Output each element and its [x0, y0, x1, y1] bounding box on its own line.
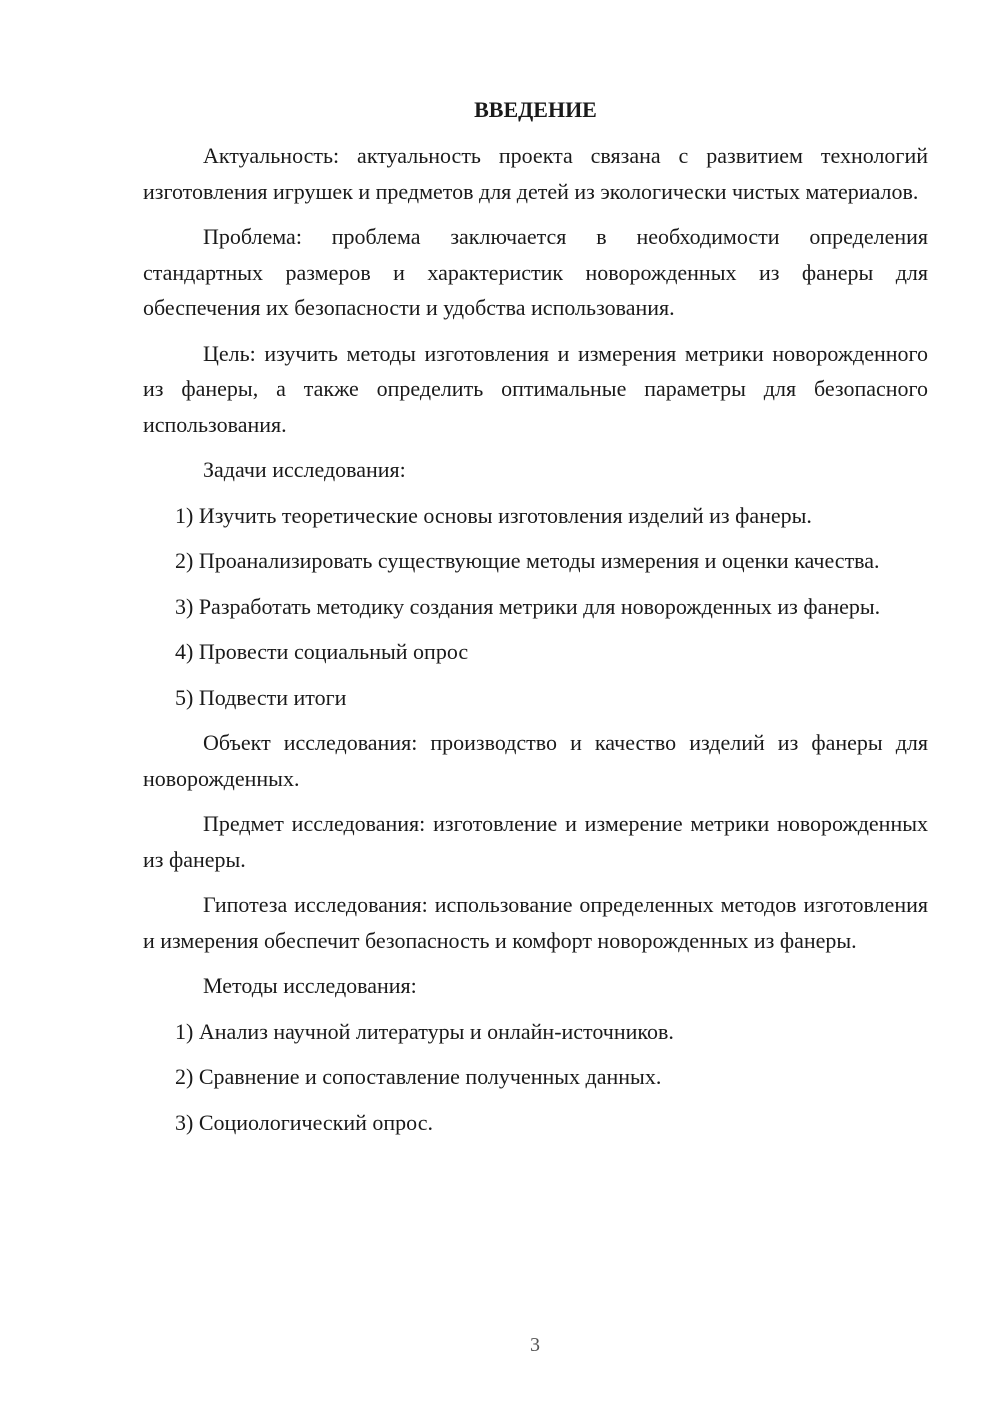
goal-paragraph: Цель: изучить методы изготовления и измерения метрики новорожденного из фанеры, а также определить оптимальные параметры для безопасного использования.: [143, 340, 928, 437]
page-number: 3: [530, 1334, 540, 1356]
task-item-3: 3) Разработать методику создания метрики для новорожденных из фанеры.: [175, 593, 881, 619]
method-item-2: 2) Сравнение и сопоставление полученных данных.: [175, 1064, 662, 1089]
object-paragraph: Объект исследования: производство и качество изделий из фанеры для новорожденных.: [143, 730, 928, 791]
methods-heading: Методы исследования:: [203, 973, 417, 998]
method-item-1: 1) Анализ научной литературы и онлайн-источников.: [175, 1018, 674, 1044]
task-item-5: 5) Подвести итоги: [175, 684, 347, 710]
problem-paragraph: Проблема: проблема заключается в необходимости определения стандартных размеров и характеристик новорожденных из фанеры для обеспечения их безопасности и удобства использования.: [143, 224, 928, 320]
subject-paragraph: Предмет исследования: изготовление и измерение метрики новорожденных из фанеры.: [143, 811, 928, 872]
hypothesis-paragraph: Гипотеза исследования: использование определенных методов изготовления и измерения обеспечит безопасность и комфорт новорожденных из фанеры.: [143, 892, 928, 953]
task-item-2: 2) Проанализировать существующие методы измерения и оценки качества.: [175, 548, 880, 573]
tasks-heading: Задачи исследования:: [203, 457, 406, 482]
task-item-4: 4) Провести социальный опрос: [175, 639, 469, 664]
task-item-1: 1) Изучить теоретические основы изготовления изделий из фанеры.: [175, 502, 812, 528]
method-item-3: 3) Социологический опрос.: [175, 1109, 433, 1135]
document-page: [143, 92, 928, 1150]
section-title: ВВЕДЕНИЕ: [474, 97, 597, 122]
relevance-paragraph: Актуальность: актуальность проекта связана с развитием технологий изготовления игрушек и предметов для детей из экологически чистых материалов.: [143, 143, 928, 204]
